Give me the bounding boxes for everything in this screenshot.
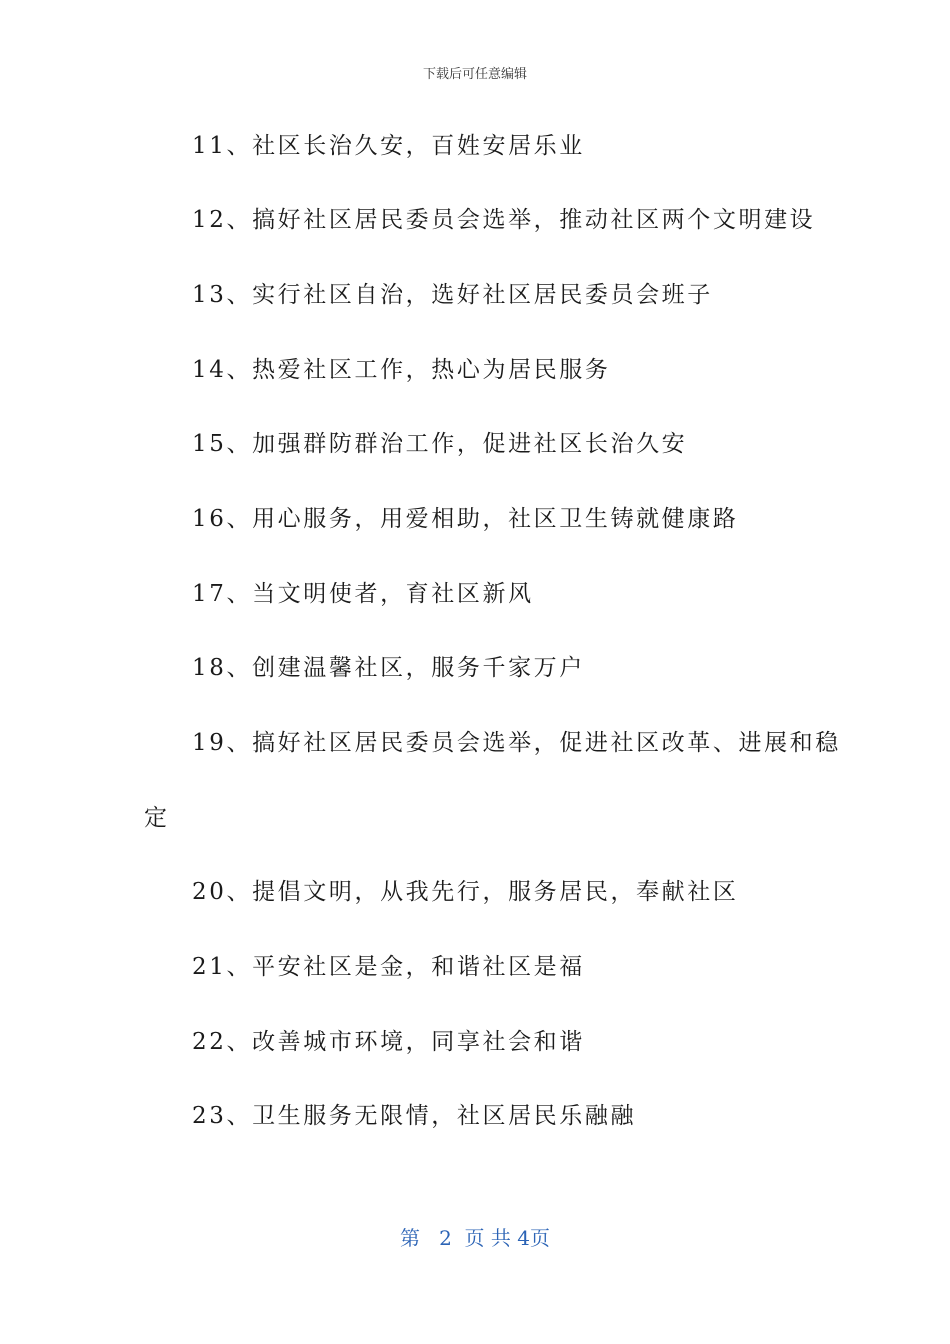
slogan-line: 17、当文明使者，育社区新风 (192, 581, 534, 607)
slogan-line: 21、平安社区是金，和谐社区是福 (192, 954, 585, 980)
slogan-line: 14、热爱社区工作，热心为居民服务 (192, 357, 611, 383)
slogan-line: 12、搞好社区居民委员会选举，推动社区两个文明建设 (192, 207, 816, 233)
slogan-line: 18、创建温馨社区，服务千家万户 (192, 655, 585, 681)
slogan-line: 23、卫生服务无限情，社区居民乐融融 (192, 1103, 637, 1129)
slogan-line-continuation: 定 (144, 805, 170, 831)
slogan-line: 20、提倡文明，从我先行，服务居民，奉献社区 (192, 879, 739, 905)
current-page-number: 2 (439, 1226, 452, 1250)
slogan-line: 22、改善城市环境，同享社会和谐 (192, 1029, 585, 1055)
page-header: 下载后可任意编辑 (422, 67, 527, 82)
page-label-middle: 页 共 (464, 1226, 511, 1250)
total-page-number: 4 (517, 1226, 530, 1250)
slogan-line: 13、实行社区自治，选好社区居民委员会班子 (192, 282, 713, 308)
slogan-line: 16、用心服务，用爱相助，社区卫生铸就健康路 (192, 506, 739, 532)
slogan-line: 15、加强群防群治工作，促进社区长治久安 (192, 431, 688, 457)
page-label-suffix: 页 (529, 1226, 550, 1250)
page-label-prefix: 第 (400, 1226, 420, 1250)
page-number-footer (0, 1224, 950, 1252)
slogan-line: 19、搞好社区居民委员会选举，促进社区改革、进展和稳 (192, 730, 841, 756)
slogan-line: 11、社区长治久安，百姓安居乐业 (192, 133, 585, 159)
